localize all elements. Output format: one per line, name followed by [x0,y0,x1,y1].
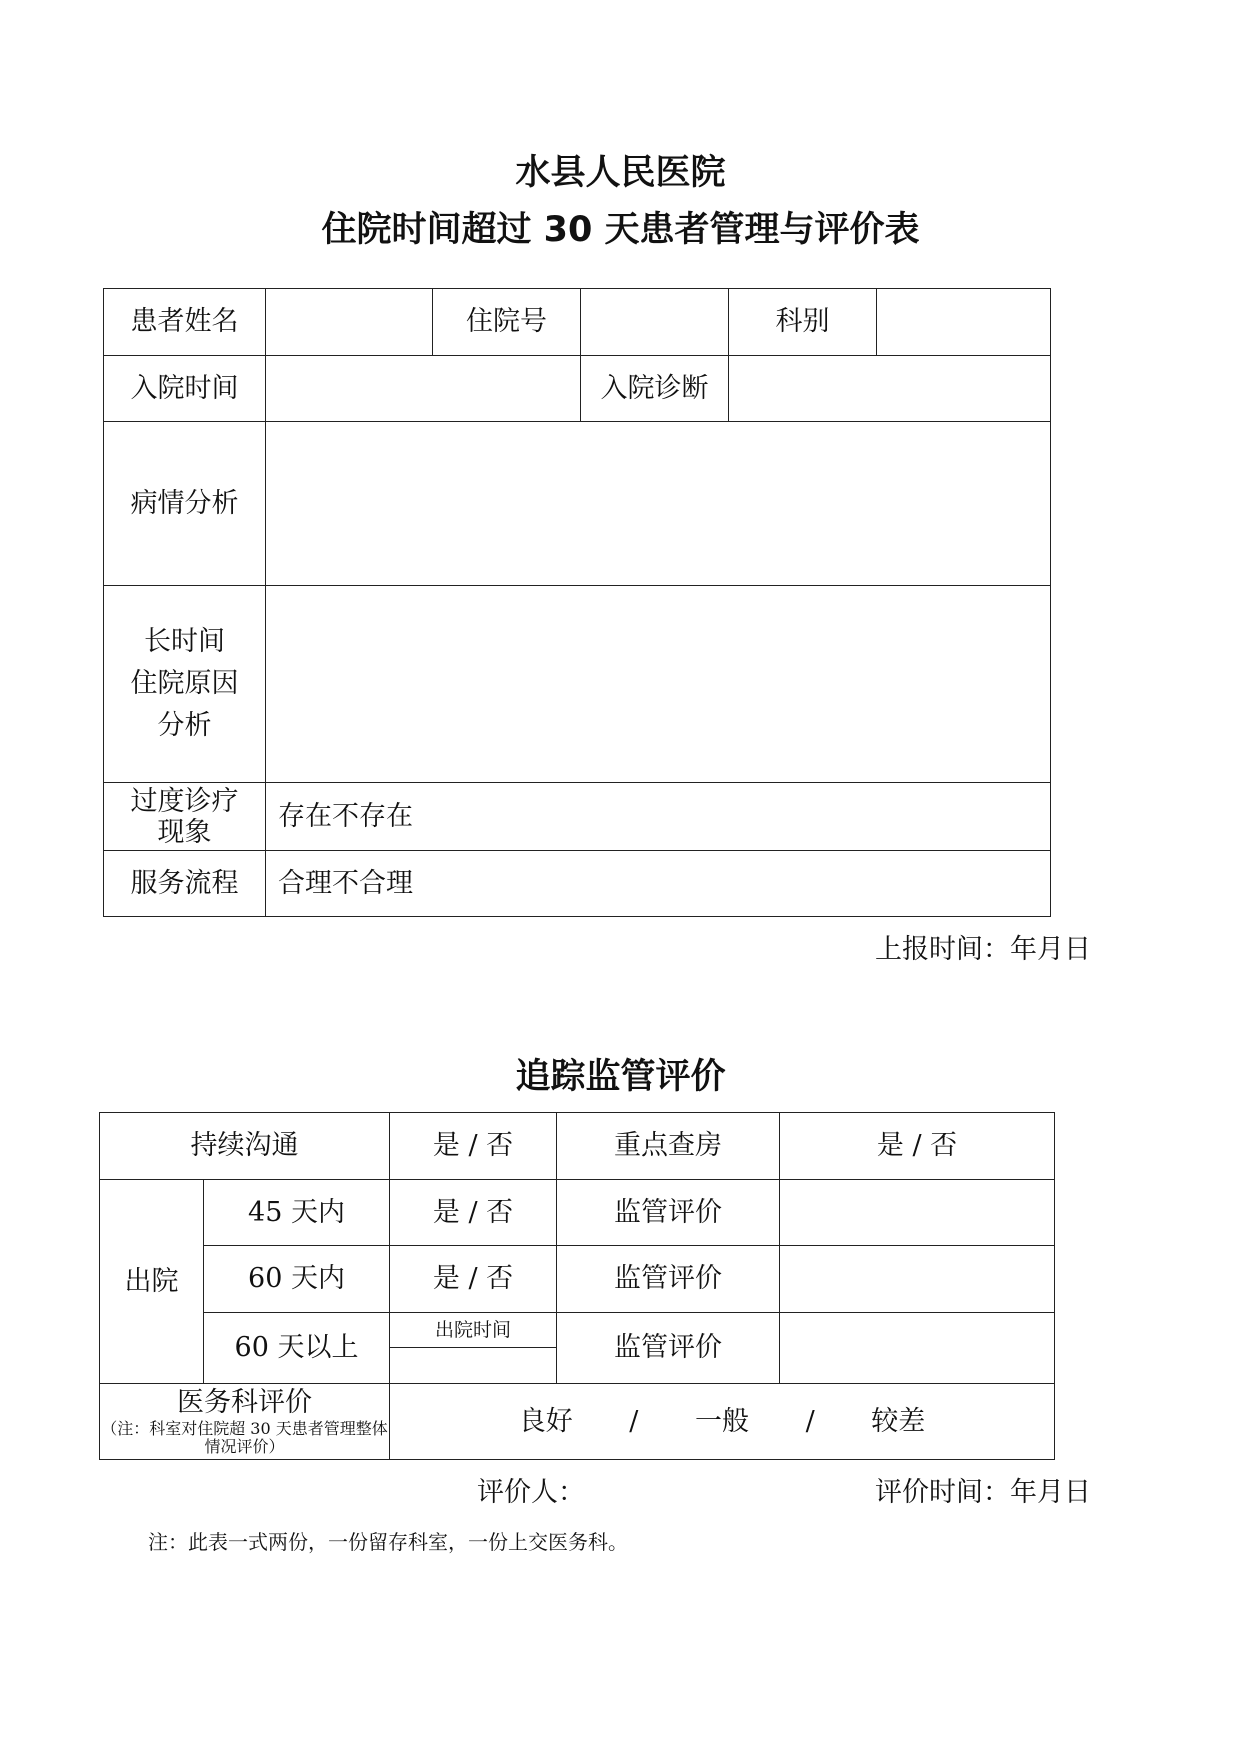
over-60-label: 60 天以上 [204,1313,390,1384]
supervision-eval-field-60[interactable] [780,1246,1055,1313]
medical-affairs-label: 医务科评价 [177,1386,312,1418]
long-stay-reason-label [104,586,266,783]
tracking-title: 追踪监管评价 [515,1057,726,1097]
medical-affairs-label-cell [100,1384,390,1460]
hospital-name: 水县人民医院 [515,153,726,193]
patient-name-field[interactable] [266,289,433,356]
tracking-supervision-table [99,1112,1055,1460]
patient-management-table [103,288,1051,917]
long-stay-reason-label-line3: 分析 [157,710,212,741]
continuous-comm-label: 持续沟通 [100,1113,390,1180]
rating-separator: / [805,1405,815,1437]
over-treatment-label [104,783,266,851]
supervision-eval-field-45[interactable] [780,1180,1055,1246]
over-treatment-label-line2: 现象 [157,816,212,848]
continuous-comm-yes-no[interactable]: 是 / 否 [390,1113,557,1180]
evaluator-label: 评价人： [477,1477,585,1508]
within-45-label: 45 天内 [204,1180,390,1246]
admission-time-field[interactable] [266,356,581,422]
key-rounds-yes-no[interactable]: 是 / 否 [780,1113,1055,1180]
admission-no-field[interactable] [581,289,729,356]
admission-diagnosis-label: 入院诊断 [581,356,729,422]
discharge-label: 出院 [100,1180,204,1384]
admission-no-label: 住院号 [433,289,581,356]
discharge-time-cell [390,1313,557,1384]
rating-average[interactable]: 一般 [695,1405,749,1437]
supervision-eval-label-45: 监管评价 [557,1180,780,1246]
long-stay-reason-label-line2: 住院原因 [130,668,239,699]
form-title: 住院时间超过 30 天患者管理与评价表 [321,210,920,250]
medical-affairs-rating [390,1384,1055,1460]
within-45-yes-no[interactable]: 是 / 否 [390,1180,557,1246]
patient-name-label: 患者姓名 [104,289,266,356]
rating-separator: / [629,1405,639,1437]
condition-analysis-label: 病情分析 [104,422,266,586]
key-rounds-label: 重点查房 [557,1113,780,1180]
supervision-eval-label-over60: 监管评价 [557,1313,780,1384]
admission-diagnosis-field[interactable] [729,356,1051,422]
service-process-options[interactable]: 合理不合理 [266,851,1051,917]
report-time: 上报时间：年月日 [875,934,1091,965]
admission-time-label: 入院时间 [104,356,266,422]
supervision-eval-field-over60[interactable] [780,1313,1055,1384]
within-60-label: 60 天内 [204,1246,390,1313]
rating-poor[interactable]: 较差 [871,1405,926,1437]
long-stay-reason-field[interactable] [266,586,1051,783]
service-process-label: 服务流程 [104,851,266,917]
discharge-time-field[interactable] [390,1348,556,1382]
rating-good[interactable]: 良好 [518,1405,573,1437]
department-label: 科别 [729,289,877,356]
long-stay-reason-label-line1: 长时间 [144,626,225,657]
condition-analysis-field[interactable] [266,422,1051,586]
footnote: 注：此表一式两份，一份留存科室，一份上交医务科。 [148,1530,628,1554]
within-60-yes-no[interactable]: 是 / 否 [390,1246,557,1313]
evaluation-time: 评价时间：年月日 [875,1477,1091,1508]
supervision-eval-label-60: 监管评价 [557,1246,780,1313]
discharge-time-label: 出院时间 [390,1313,556,1348]
department-field[interactable] [877,289,1051,356]
over-treatment-options[interactable]: 存在不存在 [266,783,1051,851]
medical-affairs-note: （注：科室对住院超 30 天患者管理整体情况评价） [101,1418,388,1456]
over-treatment-label-line1: 过度诊疗 [130,785,239,817]
